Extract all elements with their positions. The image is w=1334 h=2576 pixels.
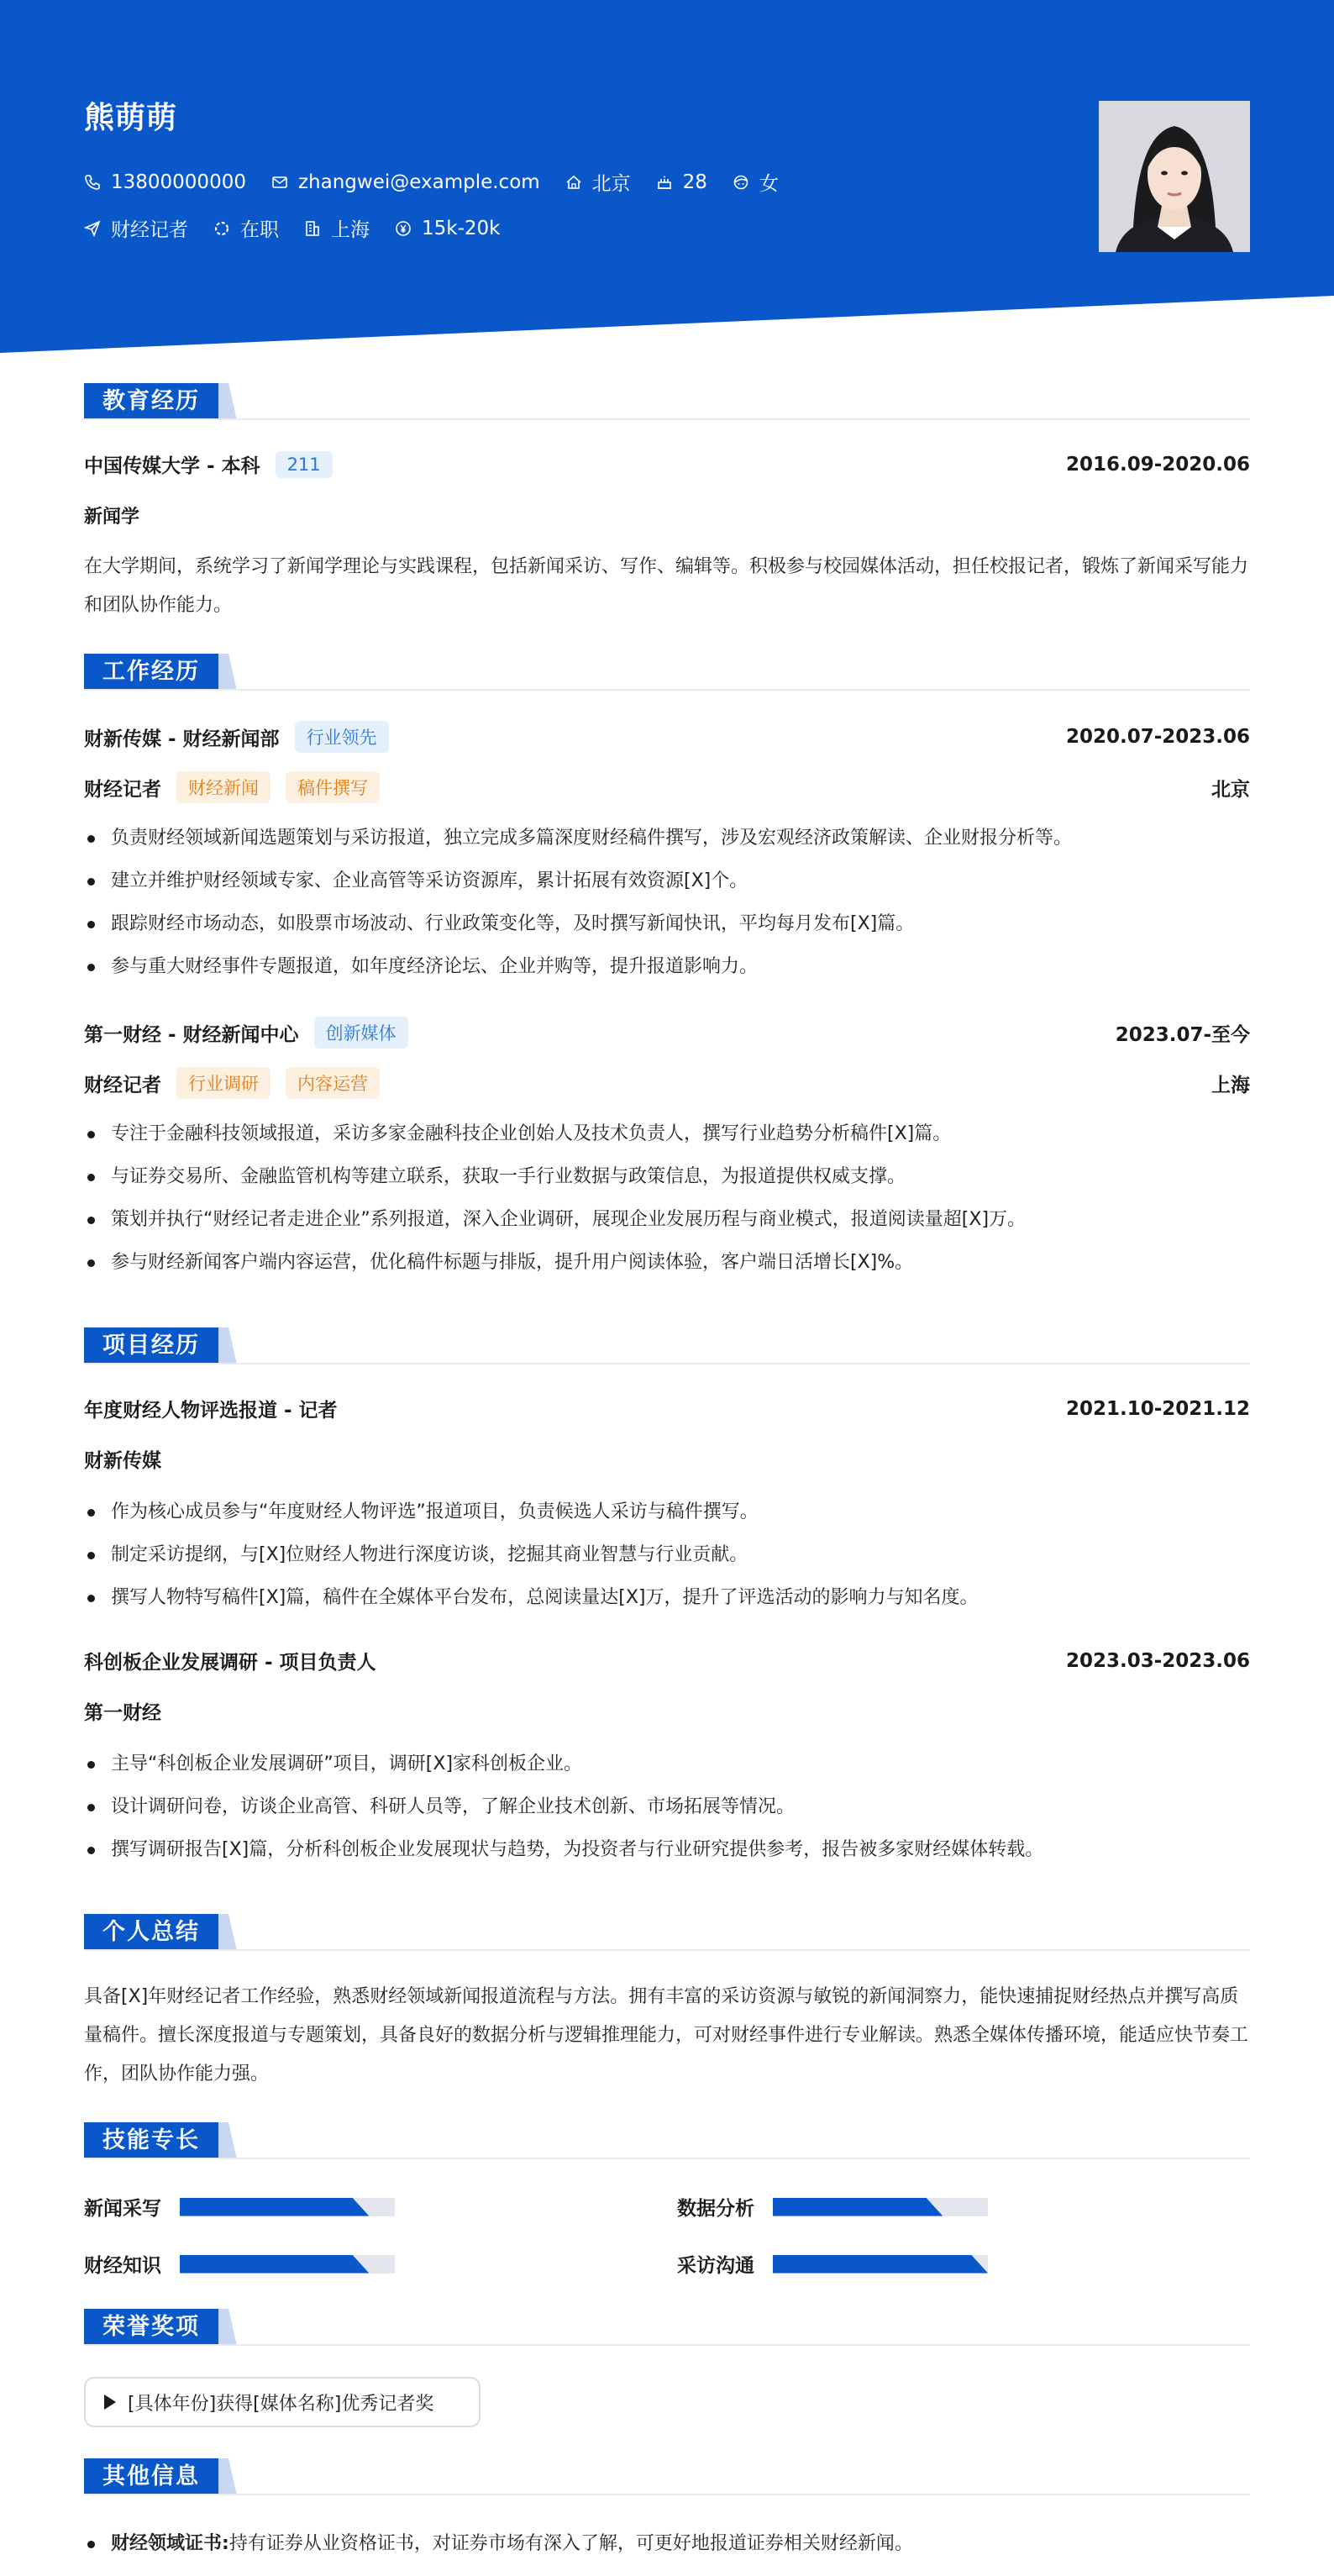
divider bbox=[84, 2494, 1250, 2495]
other-text: 持有证券从业资格证书，对证券市场有深入了解，可更好地报道证券相关财经新闻。 bbox=[228, 2533, 913, 2554]
section-title: 教育经历 bbox=[84, 383, 218, 420]
list-item: 参与重大财经事件专题报道，如年度经济论坛、企业并购等，提升报道影响力。 bbox=[84, 945, 1250, 988]
project-org: 财新传媒 bbox=[84, 1450, 161, 1472]
school-name: 中国传媒大学 - 本科 bbox=[84, 455, 260, 477]
divider bbox=[84, 2344, 1250, 2346]
list-item: 参与财经新闻客户端内容运营，优化稿件标题与排版，提升用户阅读体验，客户端日活增长[X]%。 bbox=[84, 1241, 1250, 1284]
work-role-row bbox=[84, 771, 1250, 803]
summary-text: 具备[X]年财经记者工作经验，熟悉财经领域新闻报道流程与方法。拥有丰富的采访资源与敏锐的新闻洞察力，能快速捕捉财经热点并撰写高质量稿件。擅长深度报道与专题策划，具备良好的数据分析与逻辑推理能力，可对财经事件进行专业解读。熟悉全媒体传播环境，能适应快节奏工作，团队协作能力强。 bbox=[84, 1986, 1249, 2084]
profile-photo bbox=[1099, 101, 1250, 252]
divider bbox=[84, 418, 1250, 420]
project-org: 第一财经 bbox=[84, 1702, 161, 1724]
phone-text: 13800000000 bbox=[111, 171, 246, 193]
skill-fill bbox=[773, 2198, 943, 2216]
work-location: 北京 bbox=[1211, 778, 1250, 801]
section-skills bbox=[84, 2122, 1250, 2159]
work-bullets bbox=[84, 817, 1250, 988]
salary-text: 15k-20k bbox=[422, 217, 501, 239]
skill-bar bbox=[773, 2198, 988, 2216]
skill-name: 数据分析 bbox=[677, 2198, 754, 2220]
other-bullets bbox=[84, 2522, 1250, 2565]
section-title: 个人总结 bbox=[84, 1914, 218, 1951]
award-text: [具体年份]获得[媒体名称]优秀记者奖 bbox=[128, 2393, 434, 2415]
skill-item bbox=[677, 2250, 988, 2278]
role: 财经记者 bbox=[84, 778, 161, 801]
section-title: 荣誉奖项 bbox=[84, 2309, 218, 2346]
list-item: 跟踪财经市场动态，如股票市场波动、行业政策变化等，及时撰写新闻快讯，平均每月发布[X]篇。 bbox=[84, 902, 1250, 945]
list-item: 撰写调研报告[X]篇，分析科创板企业发展现状与趋势，为投资者与行业研究提供参考，报告被多家财经媒体转载。 bbox=[84, 1828, 1250, 1871]
target-city-text: 上海 bbox=[331, 219, 370, 241]
email-text: zhangwei@example.com bbox=[297, 171, 540, 193]
project-date: 2023.03-2023.06 bbox=[1065, 1649, 1250, 1672]
mail-icon bbox=[271, 174, 288, 191]
section-title: 其他信息 bbox=[84, 2458, 218, 2495]
work-bullets bbox=[84, 1112, 1250, 1284]
list-item: 设计调研问卷，访谈企业高管、科研人员等，了解企业技术创新、市场拓展等情况。 bbox=[84, 1785, 1250, 1828]
work-company-row bbox=[84, 1017, 1250, 1049]
gender-text: 女 bbox=[759, 173, 779, 195]
section-title: 项目经历 bbox=[84, 1327, 218, 1364]
skill-fill bbox=[773, 2255, 988, 2274]
skill-name: 财经知识 bbox=[84, 2255, 161, 2277]
home-icon bbox=[565, 174, 582, 191]
project-title-row bbox=[84, 1647, 1250, 1674]
status-item bbox=[213, 214, 279, 242]
skill-name: 采访沟通 bbox=[677, 2255, 754, 2277]
section-education bbox=[84, 383, 1250, 420]
age-item bbox=[656, 171, 707, 193]
school-badge: 211 bbox=[276, 451, 333, 478]
section-title: 工作经历 bbox=[84, 654, 218, 691]
company-badge: 行业领先 bbox=[295, 721, 389, 753]
project-date: 2021.10-2021.12 bbox=[1065, 1397, 1250, 1420]
divider bbox=[84, 1949, 1250, 1951]
list-item: 撰写人物特写稿件[X]篇，稿件在全媒体平台发布，总阅读量达[X]万，提升了评选活动的影响力与知名度。 bbox=[84, 1576, 1250, 1619]
project-bullets bbox=[84, 1743, 1250, 1871]
section-work bbox=[84, 654, 1250, 691]
role: 财经记者 bbox=[84, 1074, 161, 1096]
company-name: 财新传媒 - 财经新闻部 bbox=[84, 728, 280, 750]
divider bbox=[84, 689, 1250, 691]
loading-icon bbox=[213, 220, 230, 237]
work-role-row bbox=[84, 1067, 1250, 1099]
contact-row bbox=[84, 168, 804, 196]
section-title: 技能专长 bbox=[84, 2122, 218, 2159]
education-row bbox=[84, 450, 1250, 478]
project-org-row bbox=[84, 1697, 1250, 1725]
building-icon bbox=[304, 220, 321, 237]
role-tag: 内容运营 bbox=[286, 1067, 380, 1099]
skill-item bbox=[84, 2193, 395, 2221]
project-title-row bbox=[84, 1395, 1250, 1422]
status-text: 在职 bbox=[240, 219, 279, 241]
list-item: 制定采访提纲，与[X]位财经人物进行深度访谈，挖掘其商业智慧与行业贡献。 bbox=[84, 1533, 1250, 1576]
city-text: 北京 bbox=[591, 173, 631, 195]
education-description: 在大学期间，系统学习了新闻学理论与实践课程，包括新闻采访、写作、编辑等。积极参与校园媒体活动，担任校报记者，锻炼了新闻采写能力和团队协作能力。 bbox=[84, 556, 1249, 616]
skill-fill bbox=[180, 2255, 369, 2274]
company-name: 第一财经 - 财经新闻中心 bbox=[84, 1023, 299, 1046]
job-row bbox=[84, 214, 525, 242]
position-text: 财经记者 bbox=[111, 219, 188, 241]
work-date: 2020.07-2023.06 bbox=[1065, 726, 1250, 748]
portrait-image bbox=[1099, 101, 1250, 252]
divider bbox=[84, 2158, 1250, 2159]
education-date: 2016.09-2020.06 bbox=[1065, 453, 1250, 476]
project-org-row bbox=[84, 1445, 1250, 1473]
other-label: 财经领域证书: bbox=[111, 2533, 229, 2554]
list-item: 与证券交易所、金融监管机构等建立联系，获取一手行业数据与政策信息，为报道提供权威支撑。 bbox=[84, 1155, 1250, 1198]
role-tag: 稿件撰写 bbox=[286, 771, 380, 803]
list-item: 负责财经领域新闻选题策划与采访报道，独立完成多篇深度财经稿件撰写，涉及宏观经济政策解读、企业财报分析等。 bbox=[84, 817, 1250, 860]
project-title: 科创板企业发展调研 - 项目负责人 bbox=[84, 1652, 376, 1674]
section-other bbox=[84, 2458, 1250, 2495]
age-text: 28 bbox=[682, 171, 707, 193]
skill-bar bbox=[773, 2255, 988, 2274]
yen-icon bbox=[395, 220, 412, 237]
salary-item bbox=[395, 218, 500, 239]
phone-item bbox=[84, 171, 246, 193]
major-row bbox=[84, 502, 1250, 528]
skill-fill bbox=[180, 2198, 369, 2216]
play-icon bbox=[104, 2395, 116, 2410]
city-item bbox=[565, 168, 631, 196]
list-item: 策划并执行“财经记者走进企业”系列报道，深入企业调研，展现企业发展历程与商业模式，报道阅读量超[X]万。 bbox=[84, 1198, 1250, 1241]
cake-icon bbox=[656, 174, 673, 191]
role-tag: 财经新闻 bbox=[176, 771, 270, 803]
send-icon bbox=[84, 220, 101, 237]
project-title: 年度财经人物评选报道 - 记者 bbox=[84, 1400, 338, 1422]
phone-icon bbox=[84, 174, 101, 191]
target-city-item bbox=[304, 214, 370, 242]
divider bbox=[84, 1363, 1250, 1364]
list-item: 建立并维护财经领域专家、企业高管等采访资源库，累计拓展有效资源[X]个。 bbox=[84, 860, 1250, 902]
award-item[interactable] bbox=[84, 2377, 481, 2427]
list-item bbox=[84, 2522, 1250, 2565]
work-company-row bbox=[84, 721, 1250, 753]
skill-item bbox=[677, 2193, 988, 2221]
skill-item bbox=[84, 2250, 395, 2278]
email-item bbox=[271, 171, 540, 193]
section-projects bbox=[84, 1327, 1250, 1364]
skill-name: 新闻采写 bbox=[84, 2198, 161, 2220]
list-item: 作为核心成员参与“年度财经人物评选”报道项目，负责候选人采访与稿件撰写。 bbox=[84, 1490, 1250, 1533]
work-date: 2023.07-至今 bbox=[1115, 1023, 1250, 1046]
company-badge: 创新媒体 bbox=[314, 1017, 408, 1049]
major: 新闻学 bbox=[84, 507, 140, 528]
gender-item bbox=[733, 168, 779, 196]
list-item: 专注于金融科技领域报道，采访多家金融科技企业创始人及技术负责人，撰写行业趋势分析稿件[X]篇。 bbox=[84, 1112, 1250, 1155]
gender-icon bbox=[733, 174, 749, 191]
skill-bar bbox=[180, 2198, 395, 2216]
section-summary bbox=[84, 1914, 1250, 1951]
role-tag: 行业调研 bbox=[176, 1067, 270, 1099]
work-location: 上海 bbox=[1211, 1074, 1250, 1096]
list-item: 主导“科创板企业发展调研”项目，调研[X]家科创板企业。 bbox=[84, 1743, 1250, 1785]
skill-bar bbox=[180, 2255, 395, 2274]
project-bullets bbox=[84, 1490, 1250, 1619]
section-awards bbox=[84, 2309, 1250, 2346]
candidate-name: 熊萌萌 bbox=[84, 101, 178, 135]
position-item bbox=[84, 214, 188, 242]
